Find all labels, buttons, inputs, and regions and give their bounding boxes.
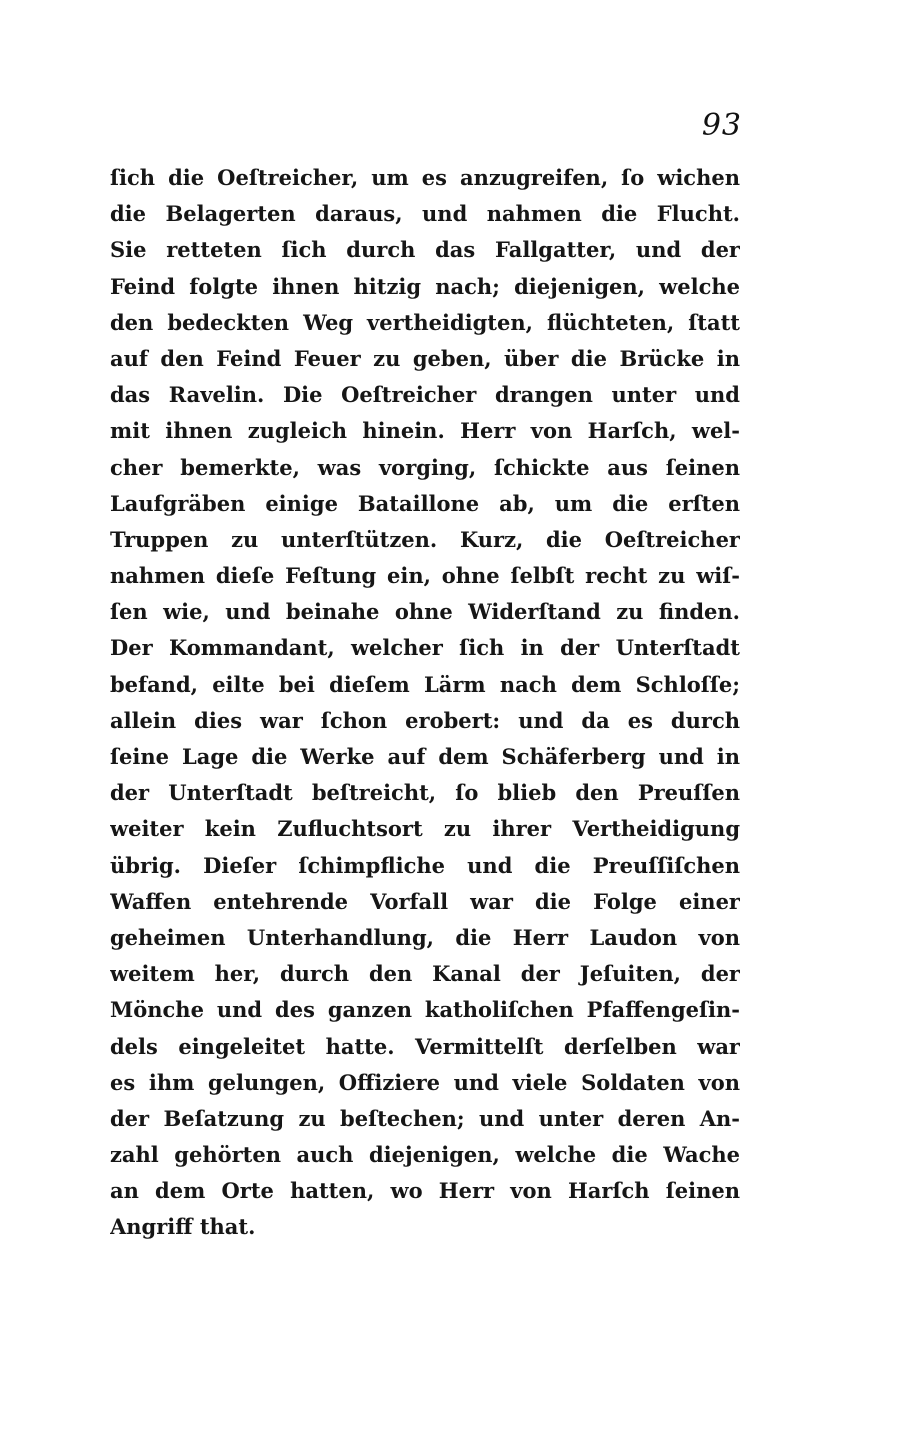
- text-line: es ihm gelungen, Offiziere und viele Soldaten von: [110, 1069, 740, 1095]
- text-line: zahl gehörten auch diejenigen, welche die Wache: [110, 1142, 740, 1168]
- text-line: Waffen entehrende Vorfall war die Folge einer: [110, 888, 740, 914]
- text-line: weitem her, durch den Kanal der Jeſuiten, der: [110, 961, 740, 987]
- text-line: auf den Feind Feuer zu geben, über die Brücke in: [110, 345, 740, 371]
- text-line: Feind folgte ihnen hitzig nach; diejenigen, welche: [110, 273, 740, 299]
- text-line: ſich die Oeſtreicher, um es anzugreifen, ſo wichen: [110, 165, 740, 190]
- text-line: Laufgräben einige Bataillone ab, um die erſten: [110, 490, 740, 516]
- text-line: an dem Orte hatten, wo Herr von Harſch ſeinen: [110, 1178, 740, 1204]
- text-line: allein dies war ſchon erobert: und da es durch: [110, 707, 740, 733]
- text-line: Mönche und des ganzen katholiſchen Pfaffengeſin-: [110, 997, 740, 1023]
- text-line: das Ravelin. Die Oeſtreicher drangen unter und: [110, 382, 740, 408]
- text-line: Der Kommandant, welcher ſich in der Unterſtadt: [110, 635, 740, 661]
- text-line: geheimen Unterhandlung, die Herr Laudon von: [110, 924, 740, 950]
- text-line: nahmen dieſe Feſtung ein, ohne ſelbſt recht zu wiſ-: [110, 563, 740, 589]
- body-text: [110, 160, 740, 1246]
- text-line: den bedeckten Weg vertheidigten, flüchteten, ſtatt: [110, 309, 740, 335]
- page-number: 93: [701, 108, 742, 143]
- text-line: übrig. Dieſer ſchimpfliche und die Preuſſiſchen: [110, 852, 740, 878]
- text-line: dels eingeleitet hatte. Vermittelſt derſelben war: [110, 1033, 740, 1059]
- text-line: cher bemerkte, was vorging, ſchickte aus ſeinen: [110, 454, 740, 480]
- text-line-last: Angriff that.: [110, 1214, 256, 1240]
- text-line: ſen wie, und beinahe ohne Widerſtand zu finden.: [110, 599, 740, 625]
- text-line: Truppen zu unterſtützen. Kurz, die Oeſtreicher: [110, 526, 740, 552]
- text-line: mit ihnen zugleich hinein. Herr von Harſch, wel-: [110, 418, 740, 444]
- text-line: der Beſatzung zu beſtechen; und unter deren An-: [110, 1105, 740, 1131]
- text-line: Sie retteten ſich durch das Fallgatter, und der: [110, 237, 740, 263]
- text-line: der Unterſtadt beſtreicht, ſo blieb den Preuſſen: [110, 780, 740, 806]
- text-line: ſeine Lage die Werke auf dem Schäferberg und in: [110, 744, 740, 769]
- text-line: weiter kein Zufluchtsort zu ihrer Vertheidigung: [110, 816, 740, 842]
- text-line: befand, eilte bei dieſem Lärm nach dem Schloſſe;: [110, 671, 740, 697]
- text-line: die Belagerten daraus, und nahmen die Flucht.: [110, 201, 740, 227]
